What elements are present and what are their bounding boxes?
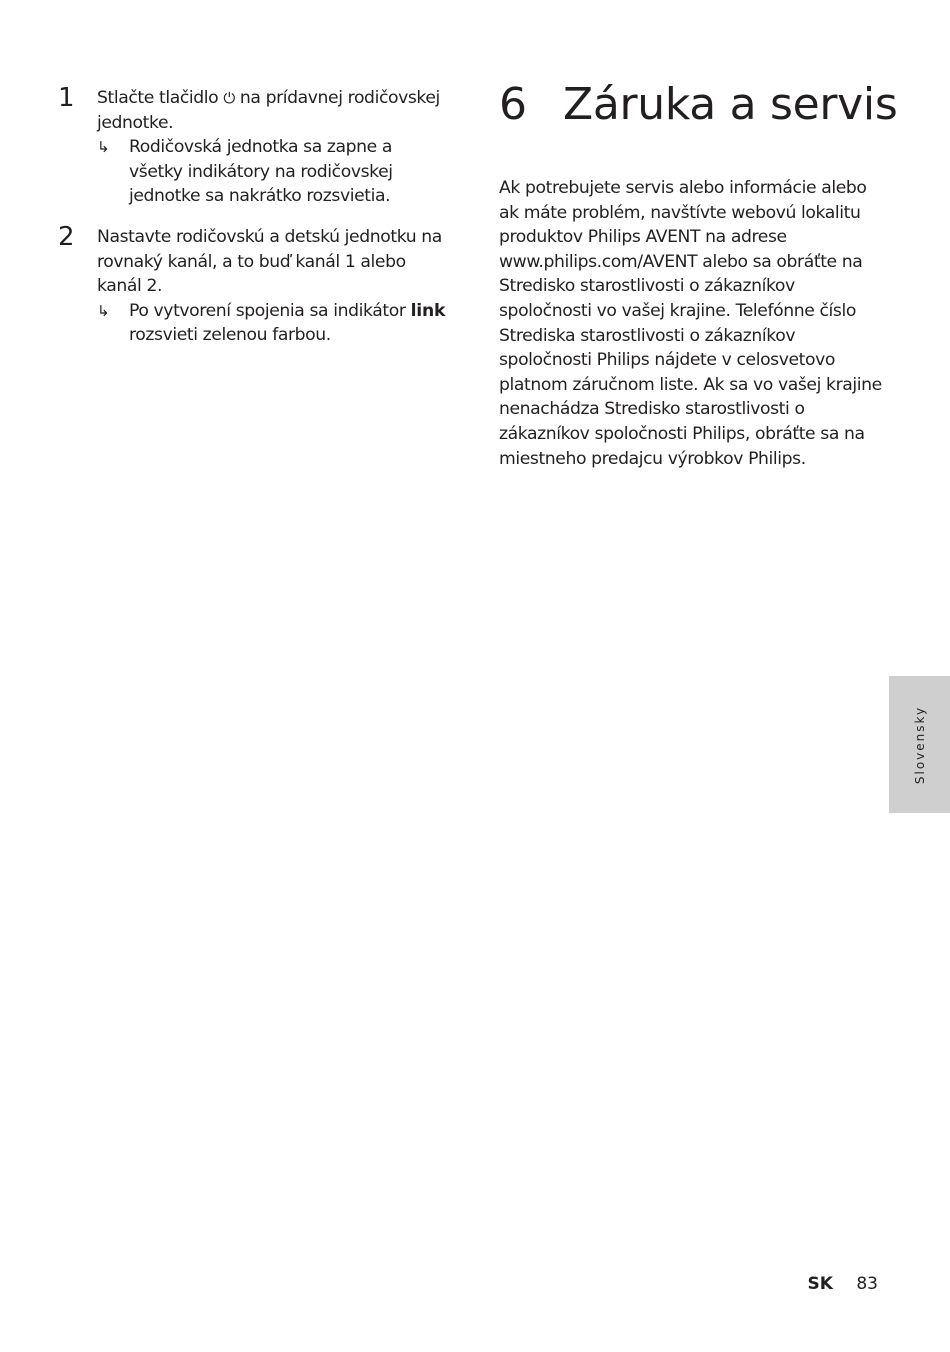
result-arrow-icon: ↳ xyxy=(97,138,110,157)
step-result-text-after: rozsvieti zelenou farbou. xyxy=(129,325,331,346)
step-text-before-icon: Stlačte tlačidlo xyxy=(97,88,219,108)
footer-language-code: SK xyxy=(807,1274,833,1294)
step-text-after-icon: na prídavnej rodičovskej jednotke. xyxy=(97,88,440,133)
result-arrow-icon: ↳ xyxy=(97,301,110,320)
step-result xyxy=(97,299,448,348)
steps-column xyxy=(58,83,448,348)
section-heading xyxy=(499,76,898,134)
step-1 xyxy=(58,83,448,209)
page-footer xyxy=(808,1272,878,1296)
section-title: Záruka a servis xyxy=(563,79,898,130)
step-result xyxy=(97,135,448,209)
step-instruction: Nastavte rodičovskú a detskú jednotku na rovnaký kanál, a to buď kanál 1 alebo kanál 2. xyxy=(97,226,442,297)
section-column xyxy=(499,76,898,471)
step-result-text-before: Po vytvorení spojenia sa indikátor xyxy=(129,300,406,321)
step-number: 1 xyxy=(58,83,75,113)
step-number: 2 xyxy=(58,221,75,252)
page-number: 83 xyxy=(856,1274,878,1294)
link-indicator-label: link xyxy=(410,300,446,321)
step-result-text: Rodičovská jednotka sa zapne a všetky indikátory na rodičovskej jednotke sa nakrátko rozsvietia. xyxy=(129,137,393,207)
power-icon: ⏻ xyxy=(223,89,235,107)
step-instruction xyxy=(97,86,448,135)
section-number: 6 xyxy=(499,79,527,130)
section-body: Ak potrebujete servis alebo informácie alebo ak máte problém, navštívte webovú lokalitu produktov Philips AVENT na adrese www.philips.com/AVENT alebo sa obráťte na Stredisko starostlivosti o zákazníkov spoločnosti vo vašej krajine. Telefónne číslo Strediska starostlivosti o zákazníkov spoločnosti Philips nájdete v celosvetovo platnom záručnom liste. Ak sa vo vašej krajine nenachádza Stredisko starostlivosti o zákazníkov spoločnosti Philips, obráťte sa na miestneho predajcu výrobkov Philips. xyxy=(499,178,882,469)
step-2 xyxy=(58,221,448,348)
language-side-tab xyxy=(889,676,950,813)
language-tab-label: Slovensky xyxy=(912,705,927,784)
